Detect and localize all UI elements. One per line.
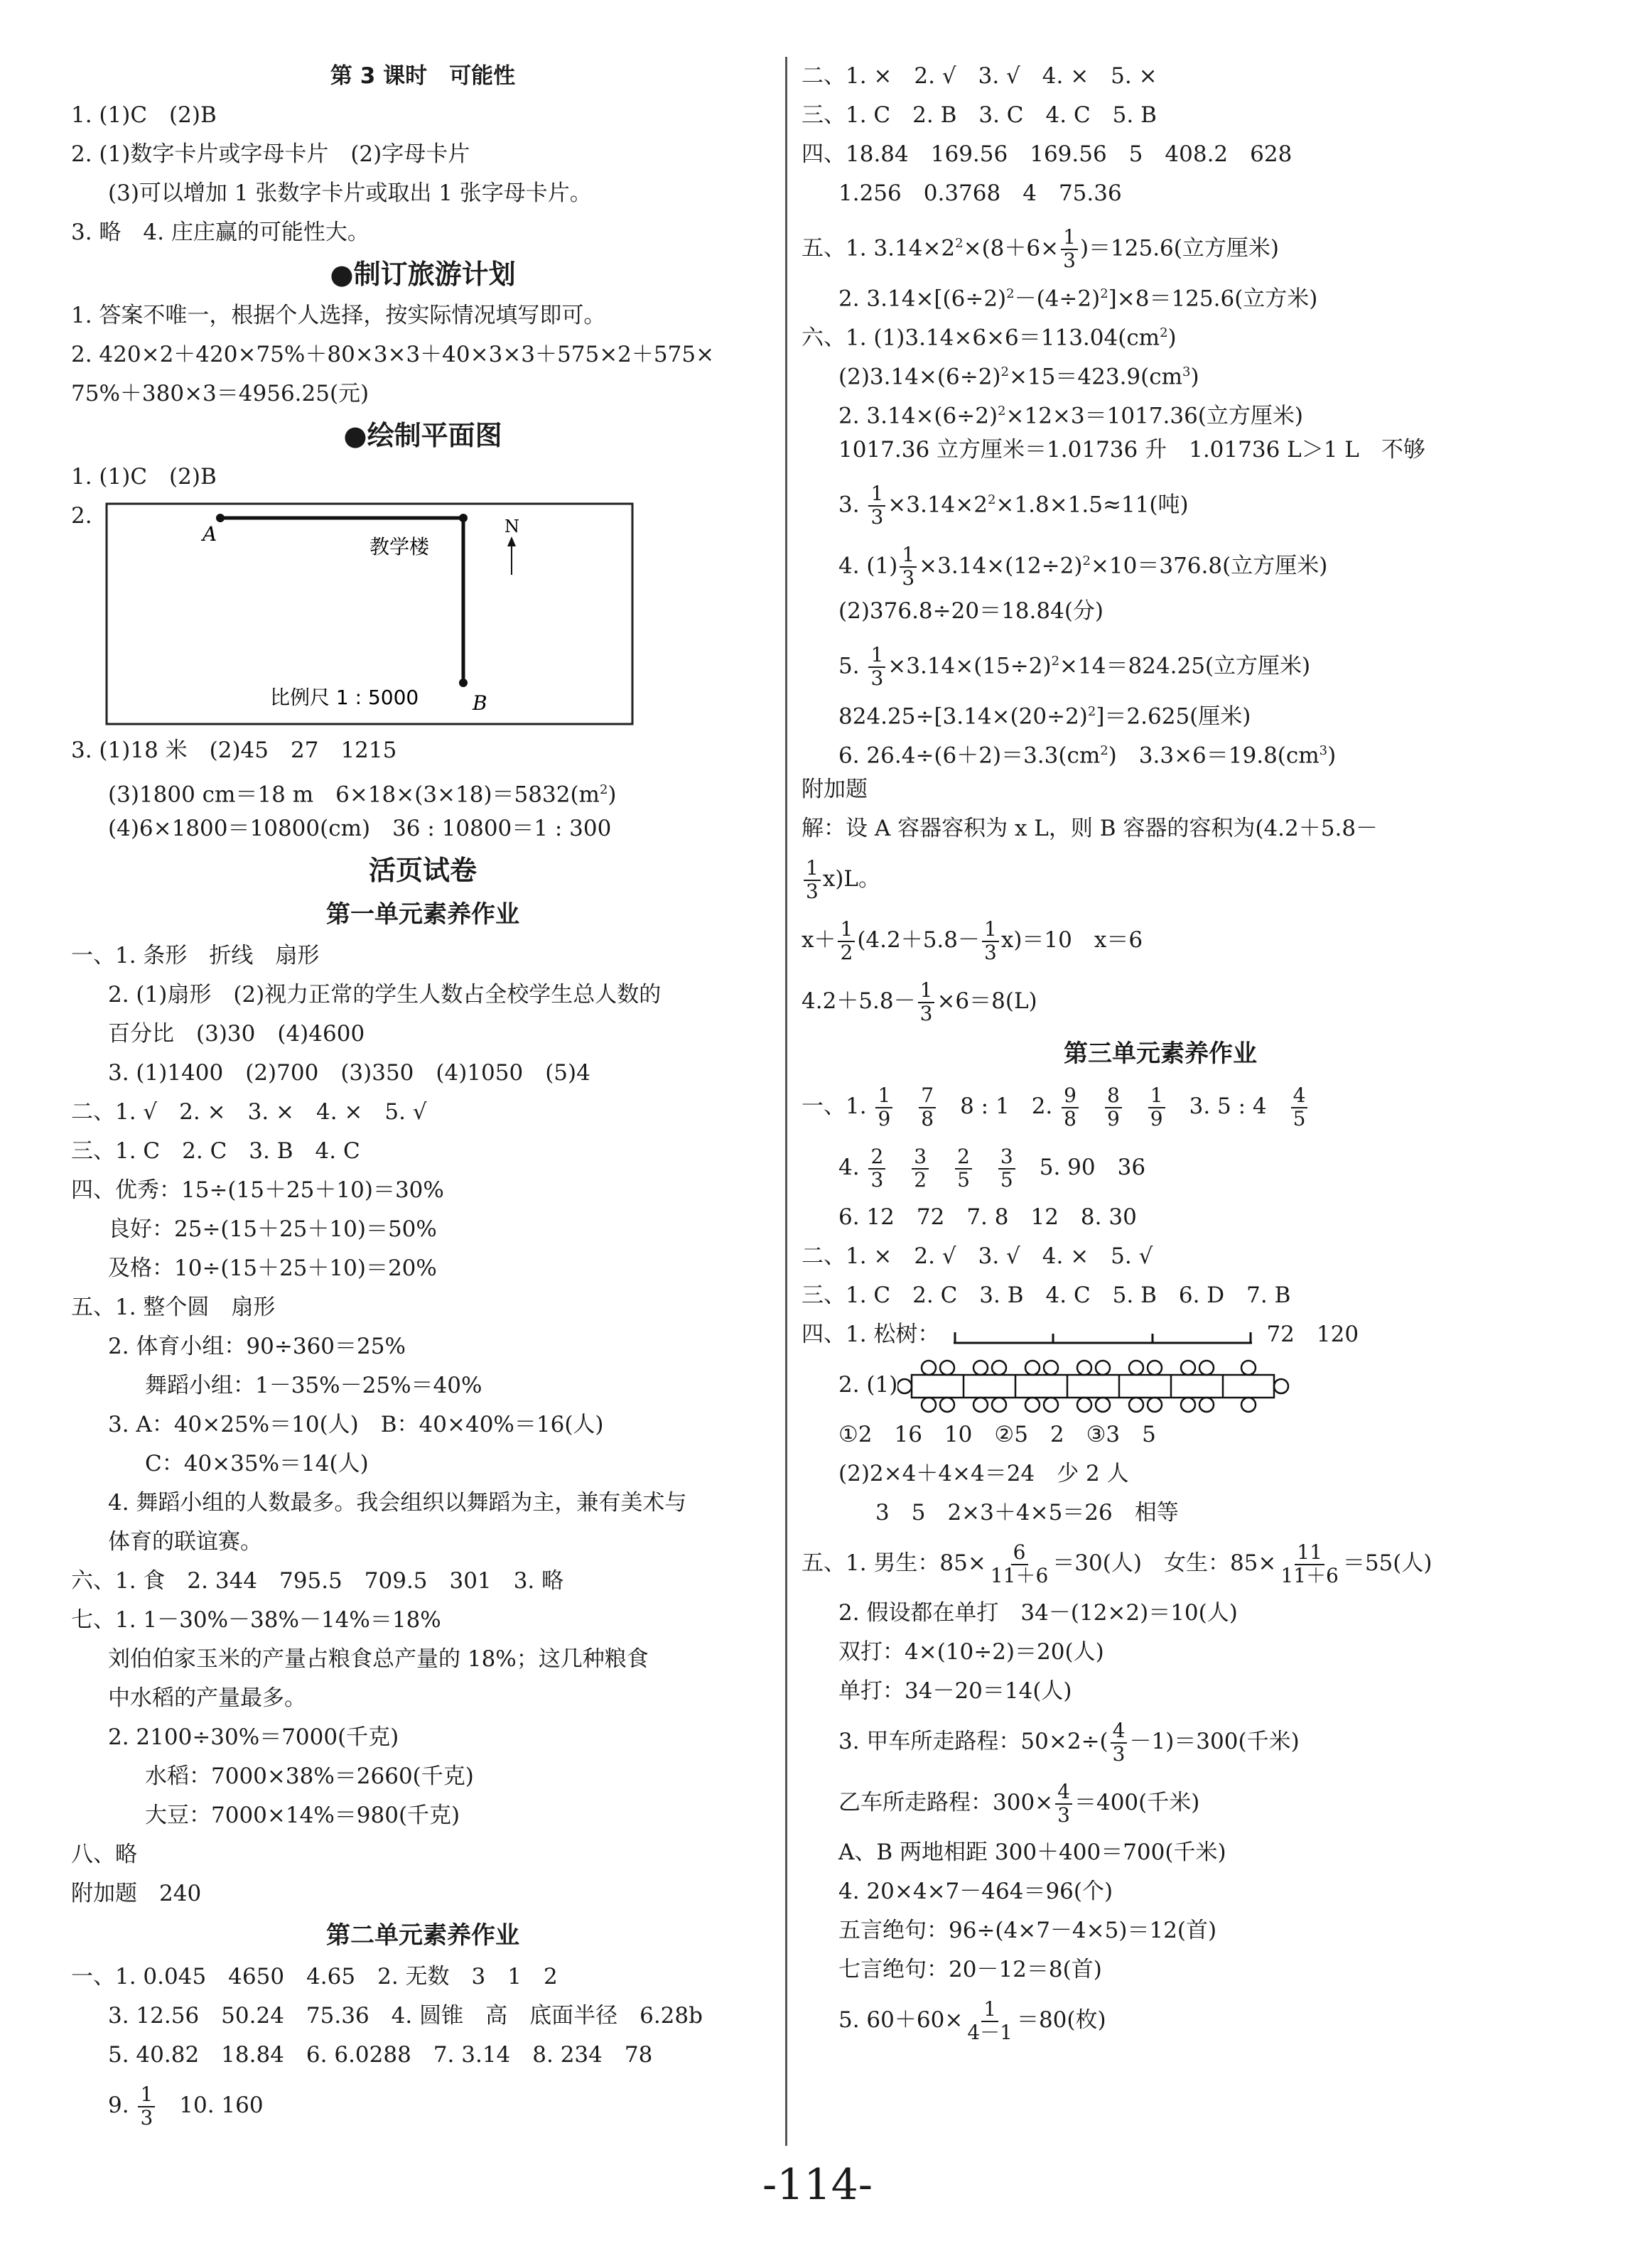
answer-line: 解：设 A 容器容积为 x L，则 B 容器的容积为(4.2＋5.8－ [802,816,1378,841]
answer-line: C：40×35%＝14(人) [145,1451,369,1476]
answer-line: 2. $3.14\times[(6\div 2)^2-(4\div 2)^2]\times 8=125.6$(立方米) [838,286,1318,312]
answer-line: $(2)3.14\times(6\div 2)^2\times 15=423.9(cm^3)$ [838,364,1199,390]
answer-line: $\frac{1}{3}$ x)L。 [802,848,1519,909]
north-arrowhead-icon [507,536,516,546]
answer-line: 3 5 2×3＋4×5＝26 相等 [875,1500,1179,1526]
label-b: B [473,691,487,715]
answer-line: 单打：34－20＝14(人) [838,1678,1072,1704]
point-building [459,514,468,522]
answer-line: 2. 2100÷30%＝7000(千克) [108,1724,399,1750]
answer-line: 四、18.84 169.56 169.56 5 408.2 628 [802,141,1293,167]
answer-line: 一、1. 0.045 4650 4.65 2. 无数 3 1 2 [71,1964,558,1989]
point-a [216,514,225,522]
answer-line: 附加题 240 [71,1881,202,1906]
answer-line: 乙车所走路程：300× $\frac{4}{3}$ ＝400(千米) [838,1779,1200,1827]
section-heading-floor-plan: ●绘制平面图 [343,420,502,451]
section-heading-loose-leaf: 活页试卷 [368,855,477,886]
answer-line: 五言绝句：96÷(4×7－4×5)＝12(首) [838,1918,1217,1943]
answer-line: 中水稻的产量最多。 [108,1685,306,1711]
answer-line: 1. 答案不唯一，根据个人选择，按实际情况填写即可。 [71,303,606,328]
lesson-heading: 第 3 课时 可能性 [330,63,516,89]
answer-line: 七言绝句：20－12＝8(首) [838,1957,1102,1982]
answer-line: 八、略 [71,1842,137,1867]
answer-line: 2. 假设都在单打 34－(12×2)＝10(人) [838,1600,1238,1626]
answer-line: $824.25\div[3.14\times(20\div 2)^2]=2.625$(厘米) [838,703,1251,730]
answer-line: 3. $\frac{1}{3}$ $\times 3.14\times 2^2\times 1.8\times 1.5\approx 11$(吨) [838,482,1189,529]
label-scale: 比例尺 1 : 5000 [270,686,419,709]
answer-line: 9. $\frac{1}{3}$ 10. 160 [108,2082,264,2129]
page-number: -114- [762,2160,873,2210]
answer-line: 3. A：40×25%＝10(人) B：40×40%＝16(人) [108,1412,604,1437]
answer-line: 七、1. 1－30%－38%－14%＝18% [71,1607,441,1633]
answer-line: 6. 12 72 7. 8 12 8. 30 [838,1204,1137,1230]
label-north: N [504,517,519,536]
answer-line: 舞蹈小组：1－35%－25%＝40% [145,1373,482,1398]
answer-line: 4. 舞蹈小组的人数最多。我会组织以舞蹈为主，兼有美术与 [108,1490,687,1516]
answer-line: 五、1. 男生：85× $\frac{6}{11+6}$ ＝30(人) 女生：85× $\frac{11}{11+6}$ ＝55(人) [802,1540,1432,1587]
answer-line: 5. $\frac{1}{3}$ $\times 3.14\times(15\div 2)^2\times 14=824.25$(立方厘米) [838,643,1311,690]
answer-line: 5. 60＋60× $\frac{1}{4-1}$ ＝80(枚) [838,1997,1106,2044]
tables-diagram [897,1358,1295,1415]
answer-line: 1017.36 立方厘米＝1.01736 升 1.01736 L＞1 L 不够 [838,437,1425,463]
answer-line: 1.256 0.3768 4 75.36 [838,180,1122,206]
answer-line: 六、1. $(1)3.14\times 6\times 6=113.04(cm^2)$ [802,325,1177,351]
right-column [802,57,1519,2051]
floor-plan-map [71,497,775,731]
answer-line: 一、1. 条形 折线 扇形 [71,943,320,968]
answer-line: 三、1. C 2. C 3. B 4. C 5. B 6. D 7. B [802,1282,1291,1308]
answer-line: ①2 16 10 ②5 2 ③3 5 [838,1422,1156,1447]
answer-line: 2. 420×2＋420×75%＋80×3×3＋40×3×3＋575×2＋575× [71,342,715,367]
answer-line: (2)2×4＋4×4＝24 少 2 人 [838,1461,1129,1486]
answer-line: 1. (1)C (2)B [71,102,217,128]
answer-line: 四、优秀：15÷(15＋25＋10)＝30% [71,1177,444,1203]
answer-line: 大豆：7000×14%＝980(千克) [145,1803,460,1828]
answer-line: 二、1. √ 2. × 3. × 4. × 5. √ [71,1099,427,1125]
point-b [459,679,468,687]
answer-line: 2. [71,503,92,529]
answer-line: 1. (1)C (2)B [71,464,217,490]
answer-line: 2. $3.14\times(6\div 2)^2\times 12\times 3=1017.36$(立方厘米) [838,403,1303,429]
map-figure [71,497,775,731]
answer-line: 体育的联谊赛。 [108,1529,262,1555]
answer-line: 一、1. $\frac{1}{9}$ $\frac{7}{8}$ 8 : 1 2. $\frac{9}{8}$ $\frac{8}{9}$ $\frac{1}{9}$ 3. 5 : 4 $\frac{4}{5}$ [802,1076,1519,1137]
tree-spacing-line [954,1325,1252,1346]
column-divider [785,57,787,2146]
answer-line: 3. 12.56 50.24 75.36 4. 圆锥 高 底面半径 6.28b [108,2003,703,2029]
answer-line: 三、1. C 2. B 3. C 4. C 5. B [802,102,1157,128]
section-heading-travel-plan: ●制订旅游计划 [330,259,516,290]
answer-line: 双打：4×(10÷2)＝20(人) [838,1639,1104,1665]
answer-line: 3. (1)1400 (2)700 (3)350 (4)1050 (5)4 [108,1060,590,1086]
answer-line: 75%＋380×3＝4956.25(元) [71,381,369,406]
answer-line: 附加题 [802,777,868,802]
answer-line: 二、1. × 2. √ 3. √ 4. × 5. × [802,63,1158,89]
answer-line: 良好：25÷(15＋25＋10)＝50% [108,1216,437,1242]
unit-heading-3: 第三单元素养作业 [1064,1040,1257,1068]
label-building: 教学楼 [369,535,430,558]
answer-line: (2)376.8÷20＝18.84(分) [838,598,1104,624]
answer-line: 3. 略 4. 庄庄赢的可能性大。 [71,220,369,245]
answer-line: 百分比 (3)30 (4)4600 [108,1021,365,1047]
answer-line: 2. (1) [802,1354,1519,1415]
unit-heading-2: 第二单元素养作业 [326,1921,519,1950]
label-a: A [203,522,217,546]
answer-line: 五、1. $3.14\times 2^2\times(8+6\times$ $\frac{1}{3}$ )＝125.6(立方厘米) [802,225,1279,272]
answer-line: 4. (1) $\frac{1}{3}$ $\times 3.14\times(12\div 2)^2\times 10=376.8$(立方厘米) [838,543,1328,590]
answer-line: 4. $\frac{2}{3}$ $\frac{3}{2}$ $\frac{2}{5}$ $\frac{3}{5}$ 5. 90 36 [838,1144,1146,1192]
left-column [71,57,775,2136]
answer-line: A、B 两地相距 300＋400＝700(千米) [838,1840,1226,1865]
answer-line: (3)1800 cm＝18 m $6\times 18\times(3\times 18)=5832(m^2)$ [108,782,617,808]
answer-line: (4)6×1800＝10800(cm) 36 : 10800＝1 : 300 [108,816,612,841]
answer-line: 4.2＋5.8－ $\frac{1}{3}$ ×6＝8(L) [802,978,1037,1025]
answer-line: 5. 40.82 18.84 6. 6.0288 7. 3.14 8. 234 78 [108,2042,653,2068]
answer-line: 2. 体育小组：90÷360＝25% [108,1334,406,1359]
answer-line: 六、1. 食 2. 344 795.5 709.5 301 3. 略 [71,1568,564,1594]
answer-line: 四、1. 松树： 72 120 [802,1322,1359,1347]
answer-line: x＋ $\frac{1}{2}$ (4.2＋5.8－ $\frac{1}{3}$ x)＝10 x＝6 [802,917,1143,964]
answer-line: 刘伯伯家玉米的产量占粮食总产量的 18%；这几种粮食 [108,1646,649,1672]
answer-line: 五、1. 整个圆 扇形 [71,1295,276,1320]
answer-line: 4. 20×4×7－464＝96(个) [838,1879,1113,1904]
answer-line: 及格：10÷(15＋25＋10)＝20% [108,1256,437,1281]
answer-line: 3. (1)18 米 (2)45 27 1215 [71,738,397,763]
answer-line: 3. 甲车所走路程：50×2÷( $\frac{4}{3}$ －1)＝300(千米) [838,1718,1300,1766]
answer-line: (3)可以增加 1 张数字卡片或取出 1 张字母卡片。 [108,180,592,206]
answer-line: 三、1. C 2. C 3. B 4. C [71,1138,360,1164]
answer-line: 2. (1)扇形 (2)视力正常的学生人数占全校学生总人数的 [108,982,662,1008]
answer-line: 2. (1)数字卡片或字母卡片 (2)字母卡片 [71,141,470,167]
answer-line: 二、1. × 2. √ 3. √ 4. × 5. √ [802,1243,1153,1269]
unit-heading-1: 第一单元素养作业 [326,900,519,929]
answer-line: 6. $26.4\div(6+2)=3.3(cm^2)$ $3.3\times 6=19.8(cm^3)$ [838,742,1337,769]
answer-line: 水稻：7000×38%＝2660(千克) [145,1764,474,1789]
